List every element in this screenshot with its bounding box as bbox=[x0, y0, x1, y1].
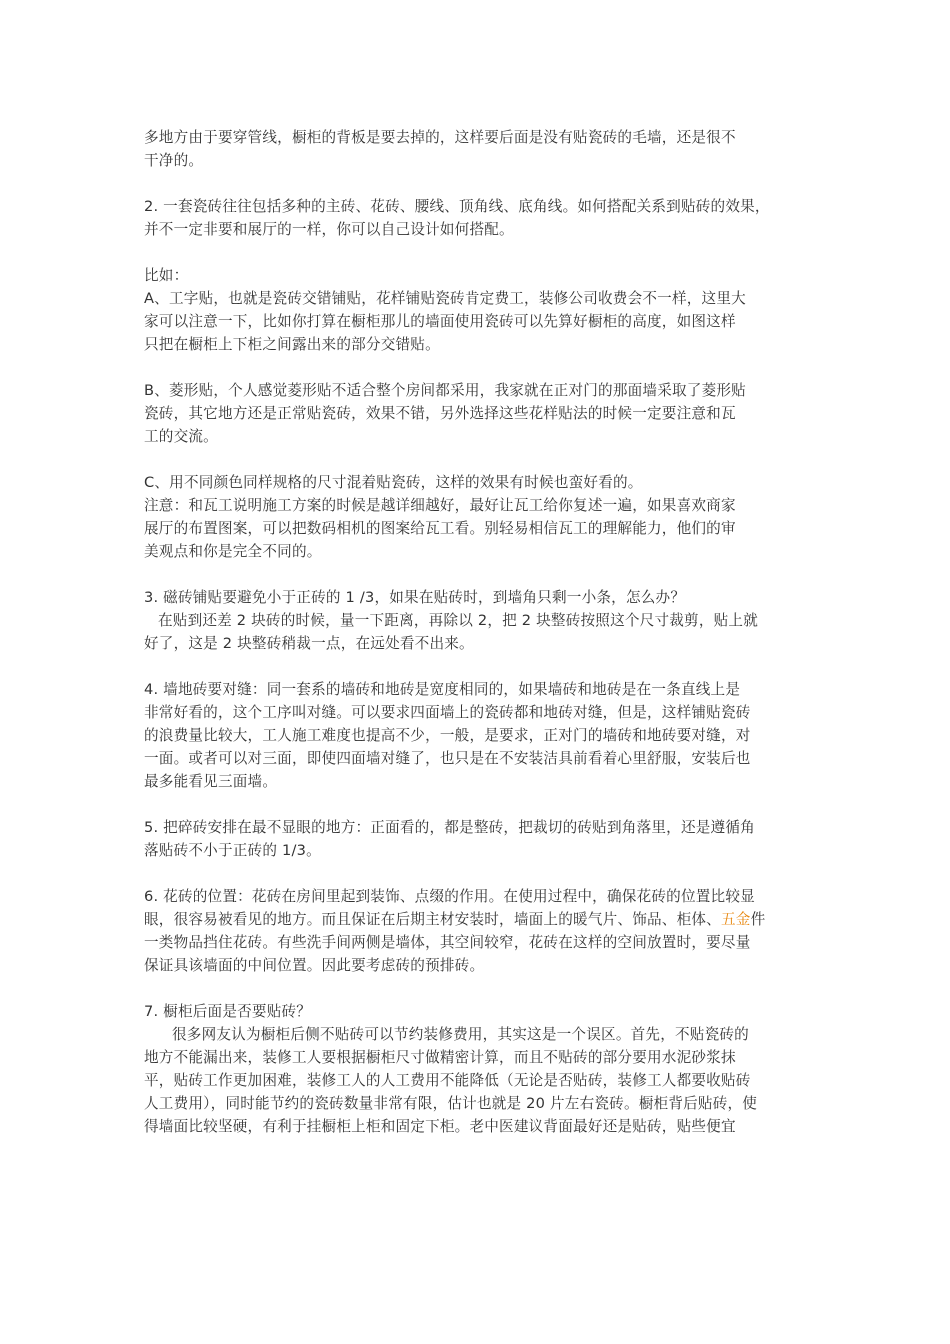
paragraph-item-5 bbox=[144, 816, 812, 862]
text-line: 得墙面比较坚硬，有利于挂橱柜上柜和固定下柜。老中医建议背面最好还是贴砖，贴些便宜 bbox=[144, 1118, 736, 1135]
text-line: 2. 一套瓷砖往往包括多种的主砖、花砖、腰线、顶角线、底角线。如何搭配关系到贴砖的效果， bbox=[144, 198, 770, 215]
text-line: 非常好看的，这个工序叫对缝。可以要求四面墙上的瓷砖都和地砖对缝，但是，这样铺贴瓷砖 bbox=[144, 704, 751, 721]
text-line: 家可以注意一下，比如你打算在橱柜那儿的墙面使用瓷砖可以先算好橱柜的高度，如图这样 bbox=[144, 313, 736, 330]
text-line: 人工费用），同时能节约的瓷砖数量非常有限，估计也就是 20 片左右瓷砖。橱柜背后贴砖，使 bbox=[144, 1095, 758, 1112]
text-line: 最多能看见三面墙。 bbox=[144, 773, 278, 790]
text-line: 并不一定非要和展厅的一样，你可以自己设计如何搭配。 bbox=[144, 221, 514, 238]
text-line: 很多网友认为橱柜后侧不贴砖可以节约装修费用，其实这是一个误区。首先，不贴瓷砖的 bbox=[172, 1026, 749, 1043]
text-line: 的浪费量比较大，工人施工难度也提高不少，一般，是要求，正对门的墙砖和地砖要对缝，对 bbox=[144, 727, 751, 744]
paragraph-item-3 bbox=[144, 586, 812, 655]
text-line: 瓷砖，其它地方还是正常贴瓷砖，效果不错，另外选择这些花样贴法的时候一定要注意和瓦 bbox=[144, 405, 736, 422]
text-line: C、用不同颜色同样规格的尺寸混着贴瓷砖，这样的效果有时候也蛮好看的。 bbox=[144, 474, 643, 491]
text-line: 只把在橱柜上下柜之间露出来的部分交错贴。 bbox=[144, 336, 440, 353]
text-line: 好了，这是 2 块整砖稍裁一点，在远处看不出来。 bbox=[144, 635, 474, 652]
text-line: 地方不能漏出来，装修工人要根据橱柜尺寸做精密计算，而且不贴砖的部分要用水泥砂浆抹 bbox=[144, 1049, 736, 1066]
text-line: 6. 花砖的位置：花砖在房间里起到装饰、点缀的作用。在使用过程中，确保花砖的位置比较显 bbox=[144, 888, 755, 905]
text-line: A、工字贴，也就是瓷砖交错铺贴，花样铺贴瓷砖肯定费工，装修公司收费会不一样，这里大 bbox=[144, 290, 746, 307]
text-line: 一面。或者可以对三面，即使四面墙对缝了，也只是在不安装洁具前看着心里舒服，安装后也 bbox=[144, 750, 751, 767]
text-line: 注意：和瓦工说明施工方案的时候是越详细越好，最好让瓦工给你复述一遍，如果喜欢商家 bbox=[144, 497, 736, 514]
text-segment: 眼，很容易被看见的地方。而且保证在后期主材安装时，墙面上的暖气片、饰品、柜体、 bbox=[144, 911, 721, 928]
text-line: 保证具该墙面的中间位置。因此要考虑砖的预排砖。 bbox=[144, 957, 485, 974]
text-line: 工的交流。 bbox=[144, 428, 218, 445]
text-line: 美观点和你是完全不同的。 bbox=[144, 543, 322, 560]
hardware-link[interactable]: 五金 bbox=[720, 911, 751, 928]
paragraph-item-6 bbox=[144, 885, 812, 977]
text-line: 落贴砖不小于正砖的 1/3。 bbox=[144, 842, 321, 859]
item-heading: 7. 橱柜后面是否要贴砖？ bbox=[144, 1003, 312, 1020]
example-label: 比如： bbox=[144, 267, 189, 284]
paragraph-example-a bbox=[144, 264, 812, 356]
paragraph-continuation bbox=[144, 126, 812, 172]
text-line: 4. 墙地砖要对缝：同一套系的墙砖和地砖是宽度相同的，如果墙砖和地砖是在一条直线上是 bbox=[144, 681, 741, 698]
paragraph-example-c bbox=[144, 471, 812, 563]
paragraph-item-4 bbox=[144, 678, 812, 793]
document-body bbox=[144, 126, 812, 1138]
text-line: 在贴到还差 2 块砖的时候，量一下距离，再除以 2，把 2 块整砖按照这个尺寸裁剪，贴上就 bbox=[158, 612, 759, 629]
text-line: 展厅的布置图案，可以把数码相机的图案给瓦工看。别轻易相信瓦工的理解能力，他们的审 bbox=[144, 520, 736, 537]
text-line: 多地方由于要穿管线，橱柜的背板是要去掉的，这样要后面是没有贴瓷砖的毛墙，还是很不 bbox=[144, 129, 736, 146]
paragraph-item-2 bbox=[144, 195, 812, 241]
paragraph-item-7 bbox=[144, 1000, 812, 1138]
text-line bbox=[144, 908, 812, 931]
text-line: 5. 把碎砖安排在最不显眼的地方：正面看的，都是整砖，把裁切的砖贴到角落里，还是遵循角 bbox=[144, 819, 755, 836]
text-line: 干净的。 bbox=[144, 152, 204, 169]
text-line: B、菱形贴，个人感觉菱形贴不适合整个房间都采用，我家就在正对门的那面墙采取了菱形贴 bbox=[144, 382, 746, 399]
paragraph-example-b bbox=[144, 379, 812, 448]
text-line: 平，贴砖工作更加困难，装修工人的人工费用不能降低（无论是否贴砖，装修工人都要收贴砖 bbox=[144, 1072, 751, 1089]
text-line: 一类物品挡住花砖。有些洗手间两侧是墙体，其空间较窄，花砖在这样的空间放置时，要尽量 bbox=[144, 934, 751, 951]
text-segment: 件 bbox=[750, 911, 766, 928]
item-heading: 3. 磁砖铺贴要避免小于正砖的 1 /3，如果在贴砖时，到墙角只剩一小条，怎么办？ bbox=[144, 589, 686, 606]
